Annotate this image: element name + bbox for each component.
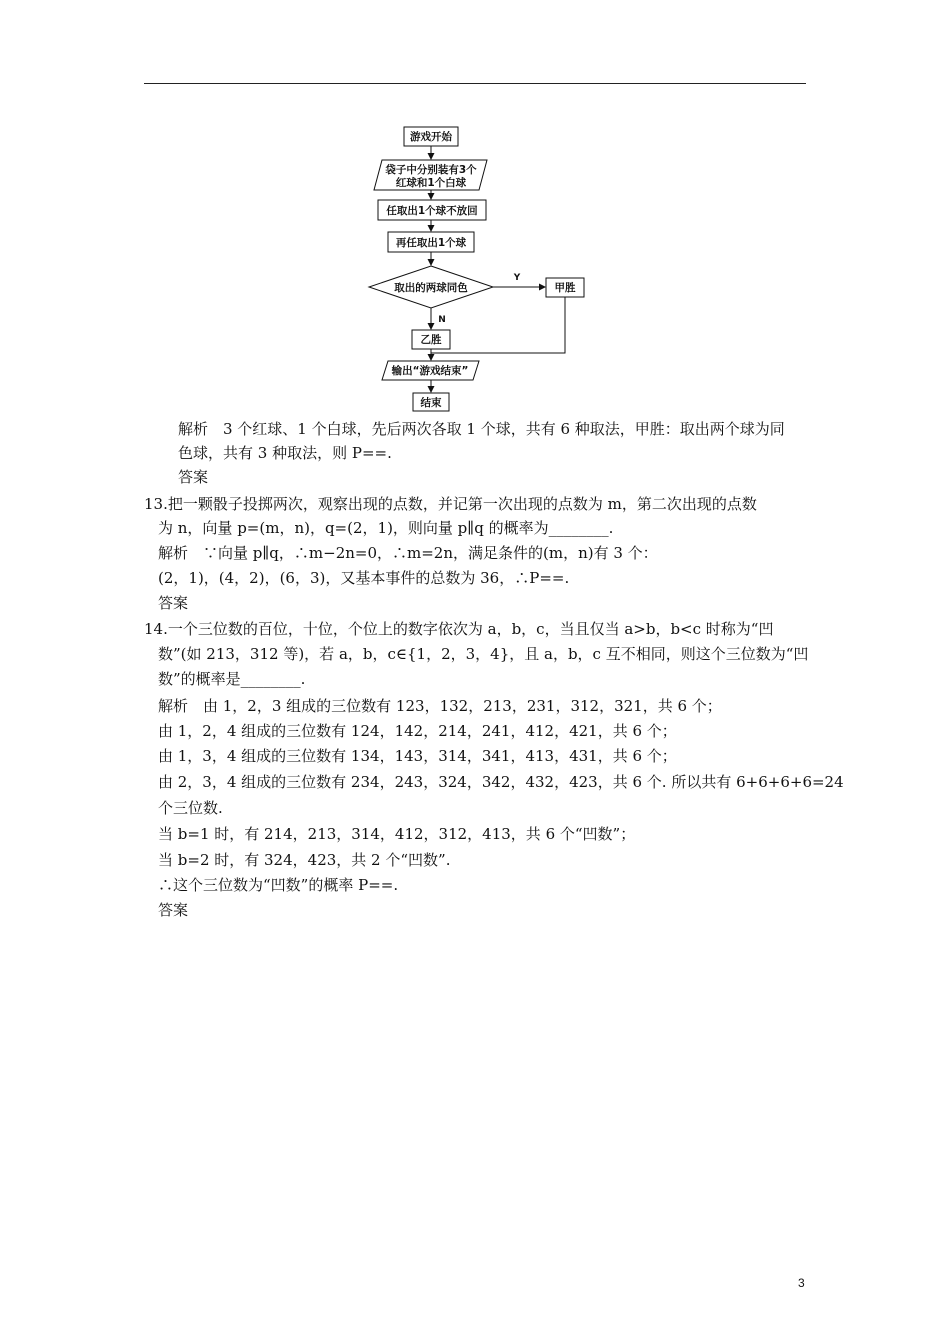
solution-line: 个三位数.: [158, 799, 223, 817]
solution-line: 解析 3 个红球、1 个白球，先后两次各取 1 个球，共有 6 种取法，甲胜：取出两个球为同: [178, 420, 785, 438]
answer-label: 答案: [158, 594, 189, 612]
step2-label: 再任取出1个球: [395, 237, 467, 249]
no-result-label: 乙胜: [420, 334, 442, 346]
no-branch-label: N: [438, 315, 446, 325]
answer-label: 答案: [178, 468, 209, 486]
question-13-line: 13.把一颗骰子投掷两次，观察出现的点数，并记第一次出现的点数为 m，第二次出现的点数: [144, 495, 757, 513]
page-number: 3: [798, 1276, 805, 1290]
solution-line: 当 b=1 时，有 214，213，314，412，312，413，共 6 个“凹数”；: [158, 825, 636, 843]
output-label: 输出“游戏结束”: [391, 365, 469, 377]
solution-line: (2，1)，(4，2)，(6，3)，又基本事件的总数为 36，∴P==.: [158, 569, 570, 587]
question-13-line: 为 n，向量 p=(m，n)，q=(2，1)，则向量 p∥q 的概率为________.: [158, 519, 614, 537]
question-14-line: 数”(如 213，312 等)，若 a，b，c∈{1，2，3，4}，且 a，b，c 互不相同，则这个三位数为“凹: [158, 645, 809, 663]
solution-line: 由 1，3，4 组成的三位数有 134，143，314，341，413，431，共 6 个；: [158, 747, 677, 765]
question-14-line: 数”的概率是________.: [158, 670, 306, 688]
decision-label: 取出的两球同色: [394, 282, 468, 294]
solution-line: ∴这个三位数为“凹数”的概率 P==.: [158, 876, 399, 894]
yes-result-label: 甲胜: [554, 282, 576, 294]
input-label-line1: 袋子中分别装有3个: [385, 164, 477, 176]
solution-line: 由 2，3，4 组成的三位数有 234，243，324，342，432，423，共 6 个. 所以共有 6+6+6+6=24: [158, 773, 844, 791]
answer-label: 答案: [158, 901, 189, 919]
start-label: 游戏开始: [410, 131, 452, 143]
yes-branch-label: Y: [513, 273, 521, 283]
solution-line: 当 b=2 时，有 324，423，共 2 个“凹数”.: [158, 851, 451, 869]
game-flowchart: [0, 0, 950, 420]
end-label: 结束: [420, 397, 442, 409]
solution-line: 由 1，2，4 组成的三位数有 124，142，214，241，412，421，共 6 个；: [158, 722, 677, 740]
step1-label: 任取出1个球不放回: [386, 205, 478, 217]
solution-line: 解析 ∵向量 p∥q，∴m−2n=0，∴m=2n，满足条件的(m，n)有 3 个：: [158, 544, 658, 562]
question-14-line: 14.一个三位数的百位，十位，个位上的数字依次为 a，b，c，当且仅当 a>b，b<c 时称为“凹: [144, 620, 774, 638]
input-label-line2: 红球和1个白球: [395, 177, 467, 189]
solution-line: 色球，共有 3 种取法，则 P==.: [178, 444, 392, 462]
solution-line: 解析 由 1，2，3 组成的三位数有 123，132，213，231，312，321，共 6 个；: [158, 697, 722, 715]
